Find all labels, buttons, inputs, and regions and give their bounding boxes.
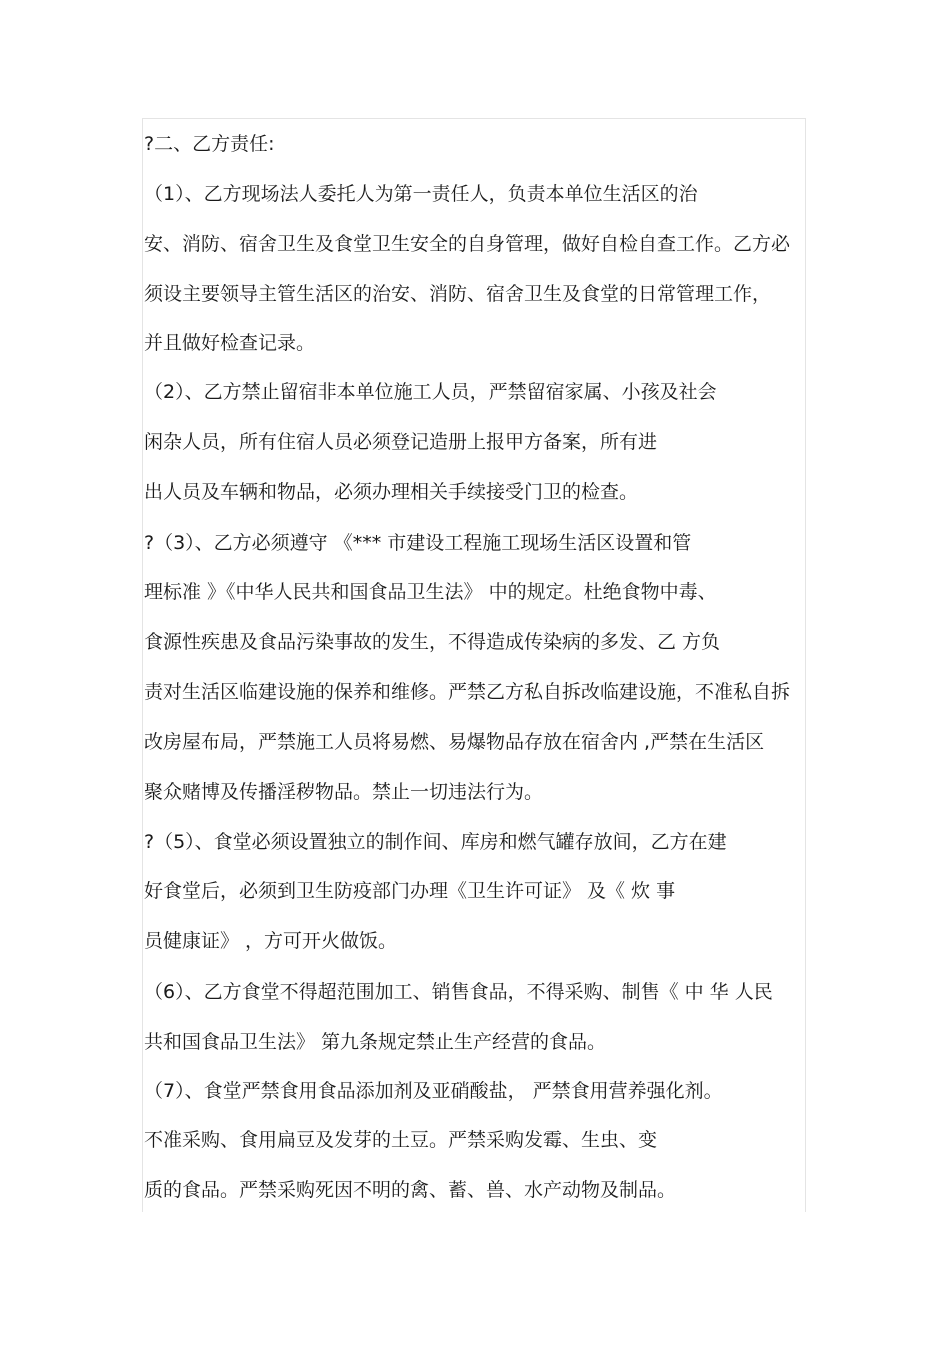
text-line: 质的食品。严禁采购死因不明的禽、蓄、兽、水产动物及制品。 xyxy=(144,1179,677,1201)
text-line: （1）、乙方现场法人委托人为第一责任人，负责本单位生活区的治 xyxy=(144,183,698,205)
text-line: 不准采购、食用扁豆及发芽的土豆。严禁采购发霉、生虫、变 xyxy=(144,1129,658,1151)
text-line: 员健康证》 ，方可开火做饭。 xyxy=(144,930,398,952)
text-line: ?（3）、乙方必须遵守 《*** 市建设工程施工现场生活区设置和管 xyxy=(144,532,692,554)
text-line: （2）、乙方禁止留宿非本单位施工人员，严禁留宿家属、小孩及社会 xyxy=(144,381,717,403)
text-line: 聚众赌博及传播淫秽物品。禁止一切违法行为。 xyxy=(144,781,544,803)
text-line: 理标准 》《中华人民共和国食品卫生法》 中的规定。杜绝食物中毒、 xyxy=(144,581,717,603)
text-line: 好食堂后，必须到卫生防疫部门办理《卫生许可证》 及《 炊 事 xyxy=(144,880,676,902)
text-line: 并且做好检查记录。 xyxy=(144,332,316,354)
text-line: 闲杂人员，所有住宿人员必须登记造册上报甲方备案，所有进 xyxy=(144,431,658,453)
text-line: 共和国食品卫生法》 第九条规定禁止生产经营的食品。 xyxy=(144,1031,607,1053)
text-line: 出人员及车辆和物品，必须办理相关手续接受门卫的检查。 xyxy=(144,481,639,503)
section-heading: ?二、乙方责任: xyxy=(144,133,275,155)
text-line: 须设主要领导主管生活区的治安、消防、宿舍卫生及食堂的日常管理工作， xyxy=(144,283,772,305)
text-line: ?（5）、食堂必须设置独立的制作间、库房和燃气罐存放间，乙方在建 xyxy=(144,831,727,853)
text-line: 改房屋布局，严禁施工人员将易燃、易爆物品存放在宿舍内 ,严禁在生活区 xyxy=(144,731,765,753)
text-line: 安、消防、宿舍卫生及食堂卫生安全的自身管理，做好自检自查工作。乙方必 xyxy=(144,233,791,255)
text-line: （6）、乙方食堂不得超范围加工、销售食品，不得采购、制售《 中 华 人民 xyxy=(144,981,773,1003)
text-line: （7）、食堂严禁食用食品添加剂及亚硝酸盐， 严禁食用营养强化剂。 xyxy=(144,1080,723,1102)
text-line: 食源性疾患及食品污染事故的发生，不得造成传染病的多发、乙 方负 xyxy=(144,631,721,653)
text-line: 责对生活区临建设施的保养和维修。严禁乙方私自拆改临建设施，不准私自拆 xyxy=(144,681,791,703)
